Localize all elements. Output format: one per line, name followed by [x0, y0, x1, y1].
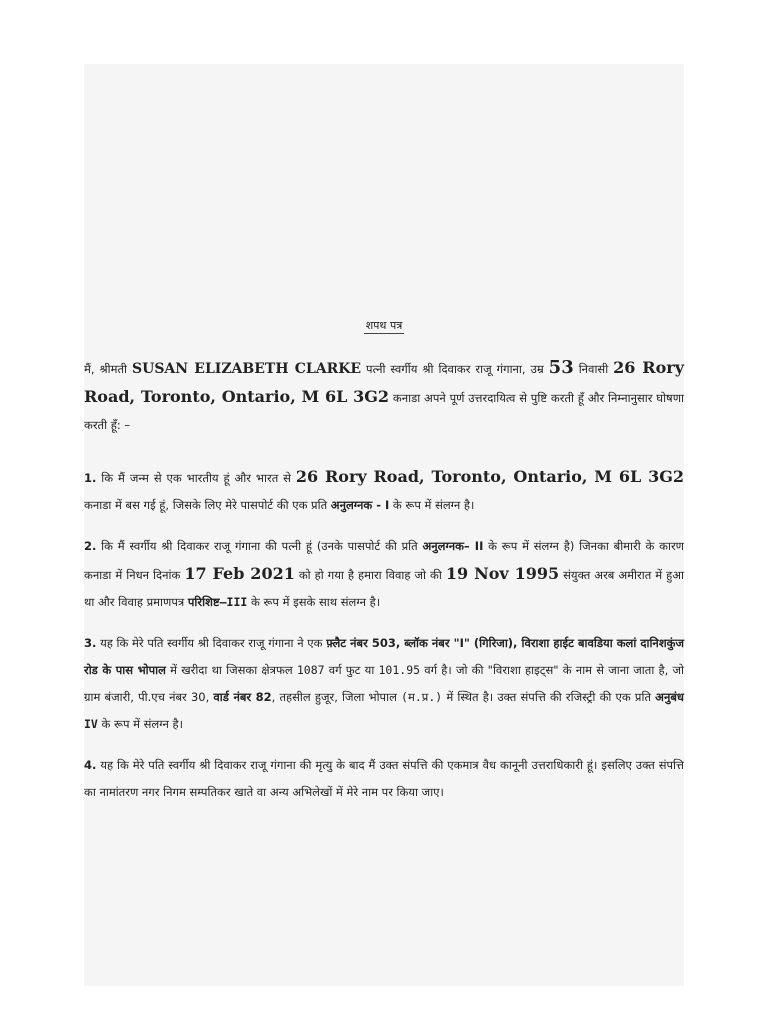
paragraph-number: 1. — [84, 471, 97, 485]
intro-paragraph — [84, 354, 684, 439]
state-abbrev: (म.प्र.) — [401, 690, 443, 704]
paragraph-number: 2. — [84, 539, 97, 553]
p1-address: 26 Rory Road, Toronto, Ontario, M 6L 3G2 — [295, 467, 684, 486]
intro-text-1: मैं, श्रीमती — [84, 362, 132, 376]
declarant-name: SUSAN ELIZABETH CLARKE — [132, 361, 362, 377]
document-body — [84, 354, 684, 820]
p2-text-2: के रूप में संलग्न है) जिनका बीमारी के कारण कनाडा में निधन दिनांक — [84, 539, 684, 582]
paragraph-3 — [84, 630, 684, 738]
p3-text-2: में खरीदा था जिसका क्षेत्रफल — [165, 663, 297, 677]
intro-text-2: पत्नी स्वर्गीय श्री दिवाकर राजू गंगाना, उम्र — [361, 362, 549, 376]
intro-text-4: कनाडा अपने पूर्ण उत्तरदायित्व से पुष्टि करती हूँ और निम्नानुसार घोषणा करती हूँ: – — [84, 391, 684, 432]
death-date: 17 Feb 2021 — [184, 564, 295, 583]
ward-number: वार्ड नंबर 82 — [213, 690, 272, 704]
p3-text-3: वर्ग फुट या — [324, 663, 379, 677]
annexure-3-ref: परिशिष्ट–III — [187, 595, 248, 609]
declarant-age: 53 — [548, 357, 574, 378]
p3-text-6: में स्थित है। उक्त संपत्ति की रजिस्ट्री की एक प्रति — [442, 690, 656, 704]
annexure-1-ref: अनुलग्नक - I — [330, 498, 390, 512]
area-sqm: 101.95 — [378, 663, 421, 677]
paragraph-number: 3. — [84, 636, 97, 650]
p2-text-3: को हो गया है हमारा विवाह जो की — [294, 568, 446, 582]
paragraph-1 — [84, 463, 684, 519]
title-text: शपथ पत्र — [365, 319, 403, 332]
intro-text-3: निवासी — [573, 362, 614, 376]
p2-text-1: कि मैं स्वर्गीय श्री दिवाकर राजू गंगाना की पत्नी हूं (उनके पासपोर्ट की प्रति — [96, 539, 423, 553]
p1-text-1: कि मैं जन्म से एक भारतीय हूं और भारत से — [96, 471, 296, 485]
p3-text-5: , तहसील हुजूर, जिला भोपाल — [271, 690, 402, 704]
document-page — [84, 64, 684, 986]
p4-text-1: यह कि मेरे पति स्वर्गीय श्री दिवाकर राजू गंगाना की मृत्यु के बाद मैं उक्त संपत्ति की एकमात्र वैध कानूनी उत्तराधिकारी हूं। इसलिए उक्त संपत्ति का नामांतरण नगर निगम सम्पतिकर खाते वा अन्य अभिलेखों में मेरे नाम पर किया जाए। — [84, 758, 684, 799]
annexure-4-ref: अनुबंध IV — [84, 690, 684, 731]
p2-text-5: के रूप में इसके साथ संलग्न है। — [247, 595, 381, 609]
flat-address: फ़्लैट नंबर 503, ब्लॉक नंबर "I" (गिरिजा), विराशा हाईट बावडिया कलां दानिशकुंज रोड के पास भोपाल — [84, 636, 685, 677]
area-sqft: 1087 — [296, 663, 325, 677]
p3-text-7: के रूप में संलग्न है। — [97, 717, 183, 731]
paragraph-number: 4. — [84, 758, 97, 772]
p2-text-4: संयुक्त अरब अमीरात में हुआ था और विवाह प्रमाणपत्र — [84, 568, 685, 609]
document-title — [84, 318, 684, 333]
declarant-address: 26 Rory Road, Toronto, Ontario, M 6L 3G2 — [84, 358, 684, 406]
marriage-date: 19 Nov 1995 — [445, 564, 560, 583]
p1-text-3: के रूप में संलग्न है। — [389, 498, 475, 512]
annexure-2-ref: अनुलग्नक– II — [422, 539, 484, 553]
p1-text-2: कनाडा में बस गई हूं, जिसके लिए मेरे पासपोर्ट की एक प्रति — [84, 498, 331, 512]
paragraph-2 — [84, 533, 684, 616]
p3-text-4: वर्ग है। जो की "विराशा हाइट्स" के नाम से जाना जाता है, जो ग्राम बंजारी, पी.एच नंबर 30, — [84, 663, 684, 704]
p3-text-1: यह कि मेरे पति स्वर्गीय श्री दिवाकर राजू गंगाना ने एक — [96, 636, 327, 650]
paragraph-4 — [84, 752, 684, 806]
